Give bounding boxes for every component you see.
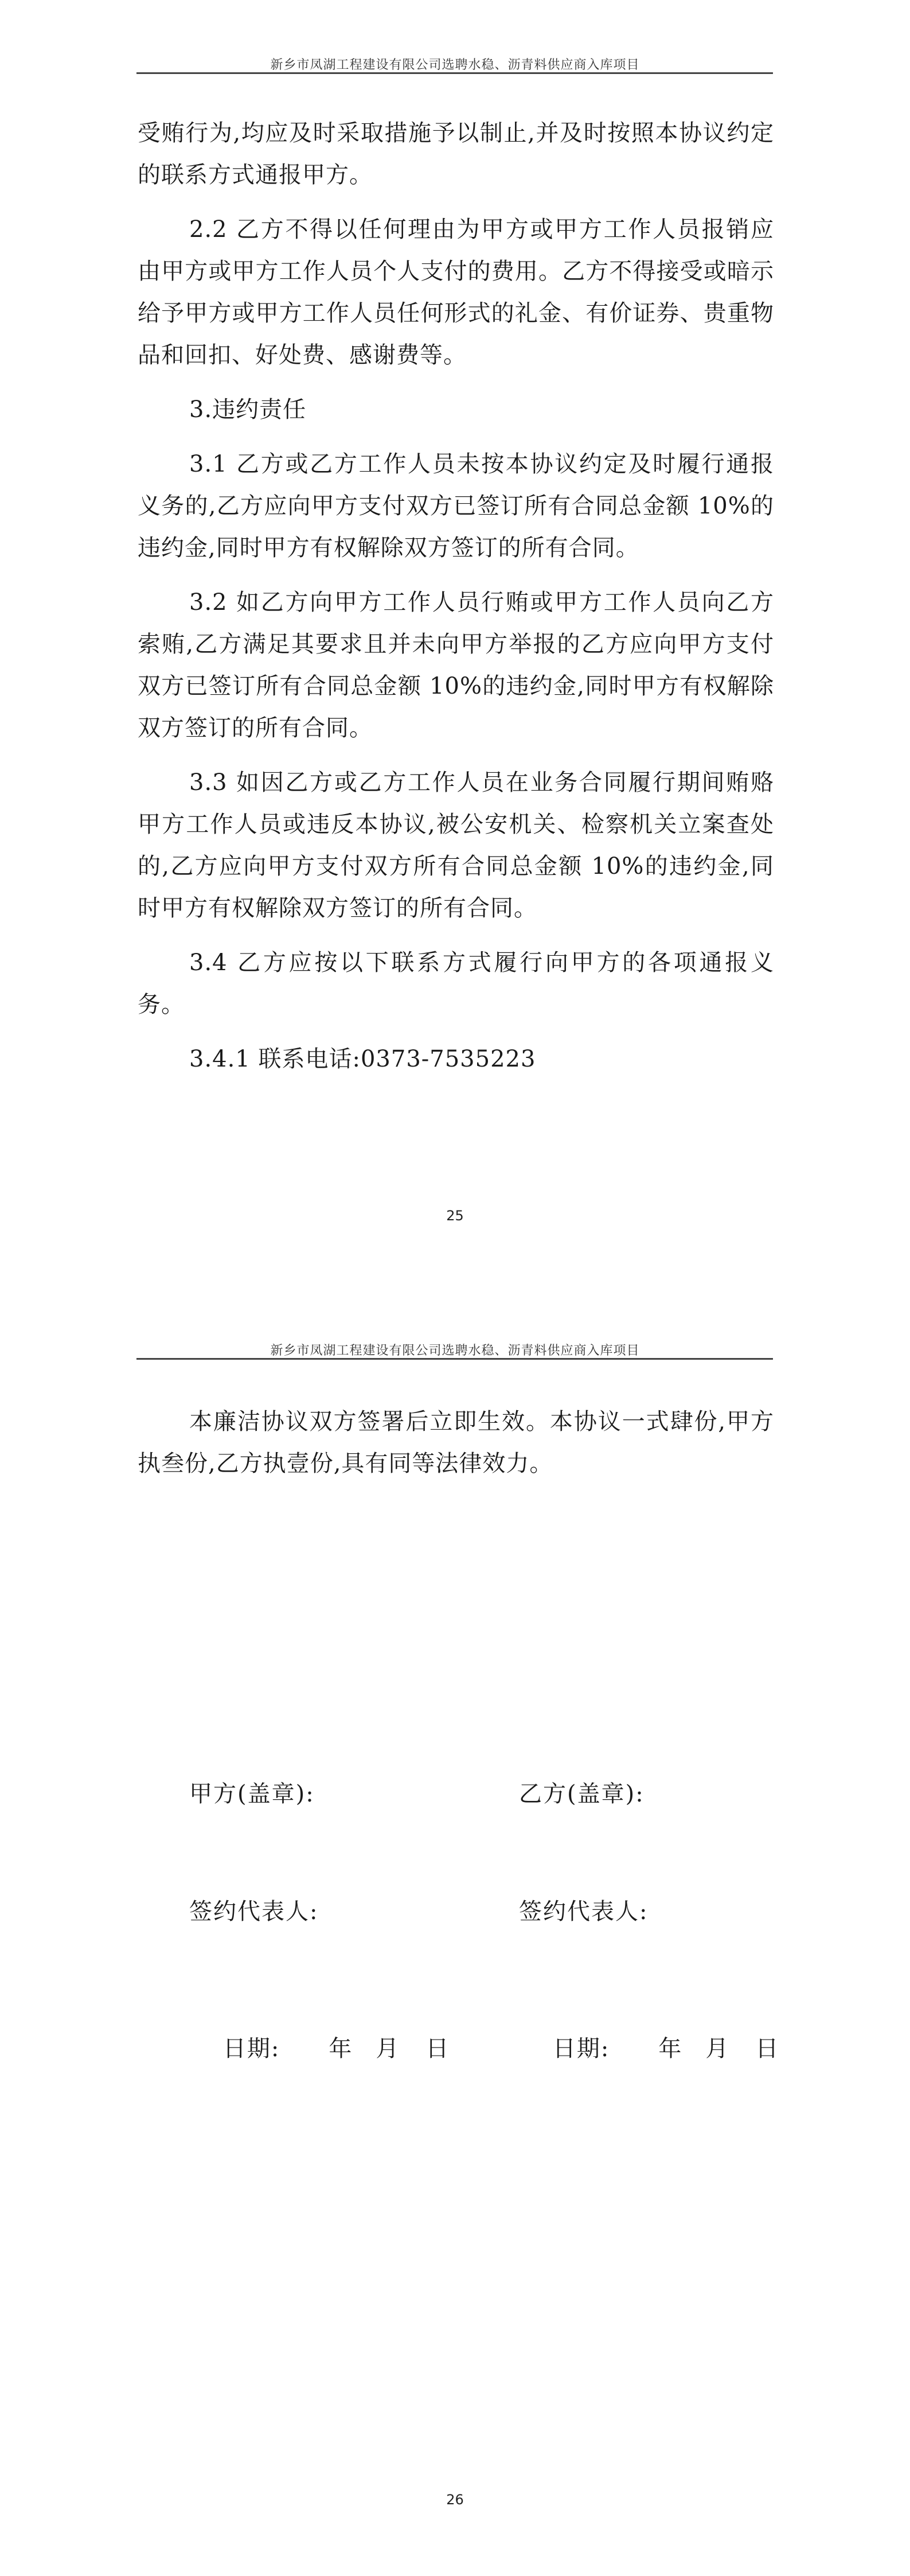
page-header-title: 新乡市凤湖工程建设有限公司选聘水稳、沥青料供应商入库项目 [270, 1344, 640, 1358]
party-a-seal-label: 甲方(盖章): [189, 1781, 315, 1807]
date-label: 日期: [222, 2036, 280, 2062]
paragraph-3-4-1-phone: 3.4.1 联系电话:0373-7535223 [189, 1046, 536, 1072]
date-day-label: 日 [755, 2036, 780, 2062]
page-number: 26 [446, 2492, 464, 2508]
page-26 [0, 1288, 910, 2576]
header-divider [136, 1358, 773, 1360]
page-number: 25 [446, 1208, 464, 1224]
date-label: 日期: [552, 2036, 610, 2062]
section-heading-liability: 3.违约责任 [189, 396, 307, 423]
party-b-seal-label: 乙方(盖章): [519, 1781, 645, 1807]
page-body [138, 112, 774, 1093]
date-year-label: 年 [329, 2036, 353, 2062]
paragraph-continuation: 受贿行为,均应及时采取措施予以制止,并及时按照本协议约定的联系方式通报甲方。 [138, 120, 774, 188]
date-day-label: 日 [425, 2036, 450, 2062]
date-month-label: 月 [376, 2036, 400, 2062]
page-body [138, 1401, 774, 1497]
date-month-label: 月 [705, 2036, 730, 2062]
party-b-representative-label: 签约代表人: [519, 1898, 649, 1925]
header-divider [136, 72, 773, 74]
party-a-representative-label: 签约代表人: [189, 1898, 319, 1925]
date-year-label: 年 [658, 2036, 683, 2062]
paragraph-3-1: 3.1 乙方或乙方工作人员未按本协议约定及时履行通报义务的,乙方应向甲方支付双方已签订所有合同总金额 10%的违约金,同时甲方有权解除双方签订的所有合同。 [138, 451, 774, 561]
paragraph-effectiveness: 本廉洁协议双方签署后立即生效。本协议一式肆份,甲方执叁份,乙方执壹份,具有同等法律效力。 [138, 1408, 774, 1477]
paragraph-3-2: 3.2 如乙方向甲方工作人员行贿或甲方工作人员向乙方索贿,乙方满足其要求且并未向甲方举报的乙方应向甲方支付双方已签订所有合同总金额 10%的违约金,同时甲方有权解除双方签订的所有合同。 [138, 589, 774, 741]
paragraph-2-2: 2.2 乙方不得以任何理由为甲方或甲方工作人员报销应由甲方或甲方工作人员个人支付的费用。乙方不得接受或暗示给予甲方或甲方工作人员任何形式的礼金、有价证券、贵重物品和回扣、好处费、感谢费等。 [138, 216, 774, 368]
page-header-title: 新乡市凤湖工程建设有限公司选聘水稳、沥青料供应商入库项目 [270, 58, 640, 72]
paragraph-3-4: 3.4 乙方应按以下联系方式履行向甲方的各项通报义务。 [138, 950, 774, 1018]
paragraph-3-3: 3.3 如因乙方或乙方工作人员在业务合同履行期间贿赂甲方工作人员或违反本协议,被公安机关、检察机关立案查处的,乙方应向甲方支付双方所有合同总金额 10%的违约金,同时甲方有权解除双方签订的所有合同。 [138, 769, 774, 921]
party-a-date-line [189, 2004, 450, 2089]
party-b-date-line [519, 2004, 779, 2089]
